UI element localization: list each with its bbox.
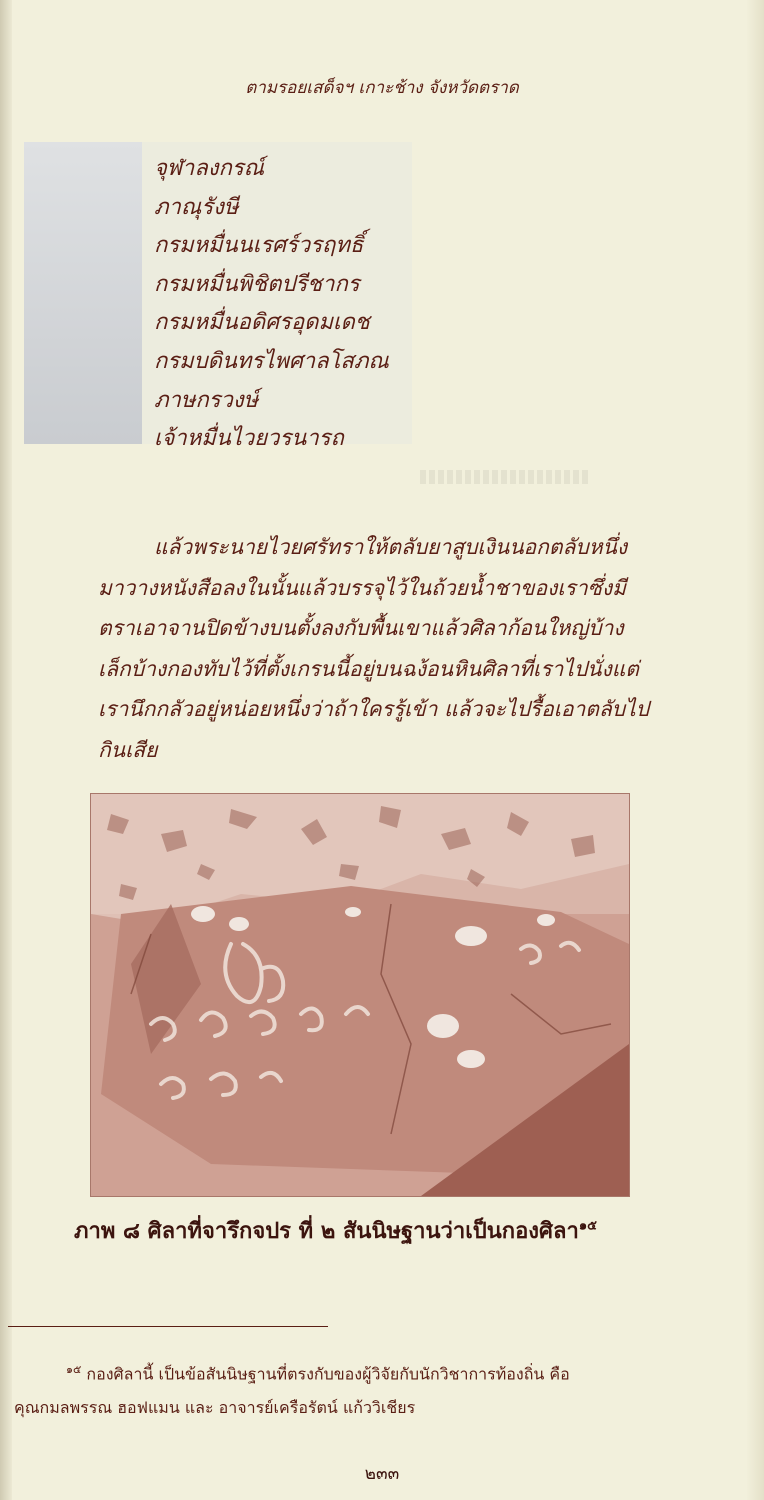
footnote-divider: [8, 1326, 328, 1327]
bleed-through-text: [420, 470, 590, 484]
inscribed-rock-photo: [90, 793, 630, 1197]
figure-caption-text: ภาพ ๘ ศิลาที่จารึกจปร ที่ ๒ สันนิษฐานว่าเป็นกองศิลา: [74, 1219, 579, 1244]
paragraph-line: เรานึกกลัวอยู่หน่อยหนึ่งว่าถ้าใครรู้เข้า แล้วจะไปรื้อเอาตลับไป: [98, 697, 650, 721]
page-binding-edge: [0, 0, 12, 1500]
footnote-line: คุณกมลพรรณ ฮอฟแมน และ อาจารย์เครือรัตน์ แก้ววิเชียร: [14, 1398, 416, 1418]
scan-shadow-left: [24, 142, 142, 444]
signatory-name: ภาษกรวงษ์: [154, 387, 259, 413]
signatory-name: กรมหมื่นนเรศร์วรฤทธิ์: [154, 233, 364, 259]
paragraph-line: ตราเอาจานปิดข้างบนตั้งลงกับพื้นเขาแล้วศิลาก้อนใหญ่บ้าง: [98, 616, 624, 640]
footnote-line: [14, 1353, 734, 1391]
rock-photo-drawing: [91, 794, 629, 1196]
signatory-name: กรมหมื่นอดิศรอุดมเดช: [154, 310, 370, 336]
paragraph-line: มาวางหนังสือลงในนั้นแล้วบรรจุไว้ในถ้วยน้ำชาของเราซึ่งมี: [98, 575, 626, 600]
signatory-name: กรมหมื่นพิชิตปรีชากร: [154, 271, 360, 297]
page-right-edge: [746, 0, 764, 1500]
signatory-list: [154, 150, 389, 459]
paragraph-line: แล้วพระนายไวยศรัทราให้ตลับยาสูบเงินนอกตลับหนึ่ง: [154, 535, 628, 559]
footnote-ref[interactable]: ๑๕: [578, 1218, 597, 1234]
body-paragraph: [98, 527, 658, 770]
paragraph-line: กินเสีย: [98, 737, 158, 762]
signatory-name: เจ้าหมื่นไวยวรนารถ: [154, 426, 344, 452]
page-number: ๒๓๓: [364, 1464, 400, 1484]
figure-caption: [74, 1213, 597, 1248]
signatory-name: จุฬาลงกรณ์: [154, 156, 265, 181]
running-header: ตามรอยเสด็จฯ เกาะช้าง จังหวัดตราด: [245, 78, 519, 98]
paragraph-line: เล็กบ้างกองทับไว้ที่ตั้งเกรนนี้อยู่บนฉง้อนหินศิลาที่เราไปนั่งแต่: [98, 656, 639, 681]
signatory-name: กรมบดินทรไพศาลโสภณ: [154, 348, 389, 374]
footnote-text: กองศิลานี้ เป็นข้อสันนิษฐานที่ตรงกับของผู้วิจัยกับนักวิชาการท้องถิ่น คือ: [86, 1364, 570, 1384]
footnote-marker: ๑๕: [66, 1363, 82, 1376]
footnote: [14, 1353, 734, 1425]
signatory-name: ภาณุรังษี: [154, 194, 239, 220]
